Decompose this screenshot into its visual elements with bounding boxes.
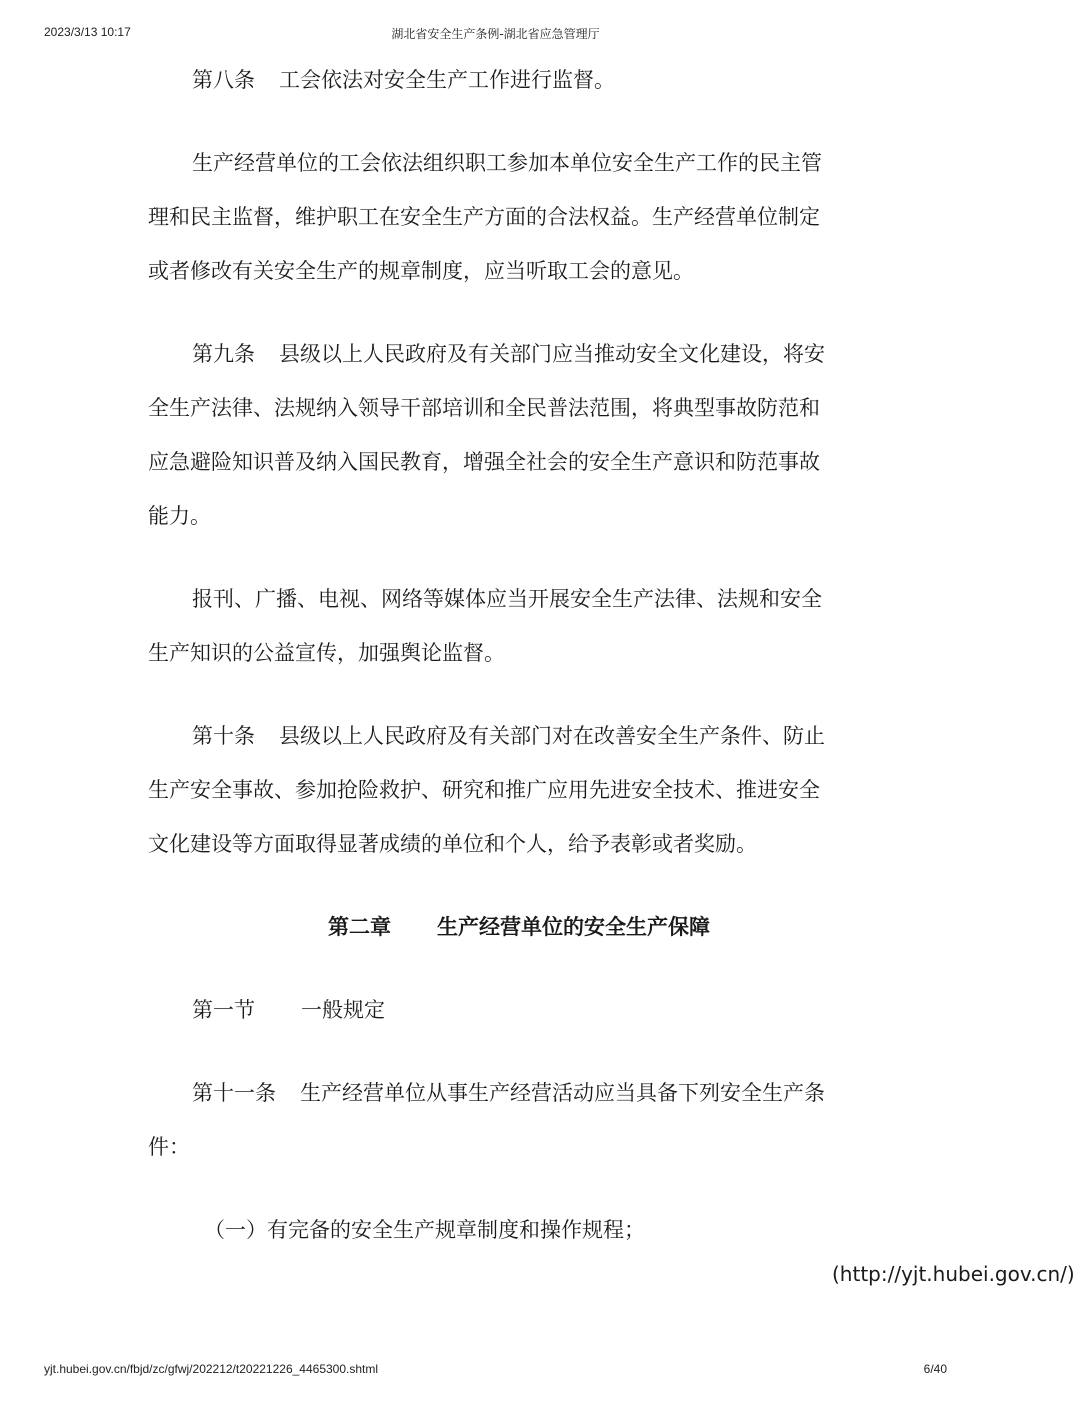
article-9-text: 县级以上人民政府及有关部门应当推动安全文化建设，将安全生产法律、法规纳入领导干部培训和全民普法范围，将典型事故防范和应急避险知识普及纳入国民教育，增强全社会的安全生产意识和防范事故能力。 xyxy=(148,342,825,528)
article-11-paragraph xyxy=(148,1066,838,1174)
section-heading xyxy=(148,983,838,1037)
chapter-title: 生产经营单位的安全生产保障 xyxy=(437,915,710,939)
article-10-paragraph xyxy=(148,709,838,871)
article-8-text: 工会依法对安全生产工作进行监督。 xyxy=(279,68,615,92)
document-body xyxy=(148,53,838,1257)
site-home-link[interactable]: (http://yjt.hubei.gov.cn/) xyxy=(832,1262,1075,1286)
print-footer-page-number: 6/40 xyxy=(923,1362,947,1376)
article-8-paragraph xyxy=(148,53,838,107)
article-9-number: 第九条 xyxy=(192,342,255,366)
article-8-paragraph-2: 生产经营单位的工会依法组织职工参加本单位安全生产工作的民主管理和民主监督，维护职工在安全生产方面的合法权益。生产经营单位制定或者修改有关安全生产的规章制度，应当听取工会的意见。 xyxy=(148,151,822,283)
print-header-title: 湖北省安全生产条例-湖北省应急管理厅 xyxy=(391,27,600,41)
article-9-paragraph-2: 报刊、广播、电视、网络等媒体应当开展安全生产法律、法规和安全生产知识的公益宣传，加强舆论监督。 xyxy=(148,587,822,665)
article-11-item-1: （一）有完备的安全生产规章制度和操作规程； xyxy=(204,1218,645,1242)
section-title: 一般规定 xyxy=(301,998,385,1022)
chapter-heading xyxy=(148,900,838,954)
article-9-paragraph xyxy=(148,327,838,543)
article-8-number: 第八条 xyxy=(192,68,255,92)
article-11-text: 生产经营单位从事生产经营活动应当具备下列安全生产条件： xyxy=(148,1081,825,1159)
print-footer-url: yjt.hubei.gov.cn/fbjd/zc/gfwj/202212/t20221226_4465300.shtml xyxy=(44,1362,379,1376)
article-10-number: 第十条 xyxy=(192,724,255,748)
section-number: 第一节 xyxy=(192,998,255,1022)
chapter-number: 第二章 xyxy=(328,915,391,939)
article-10-text: 县级以上人民政府及有关部门对在改善安全生产条件、防止生产安全事故、参加抢险救护、研究和推广应用先进安全技术、推进安全文化建设等方面取得显著成绩的单位和个人，给予表彰或者奖励。 xyxy=(148,724,825,856)
print-header-date: 2023/3/13 10:17 xyxy=(44,25,131,39)
article-11-number: 第十一条 xyxy=(192,1081,276,1105)
